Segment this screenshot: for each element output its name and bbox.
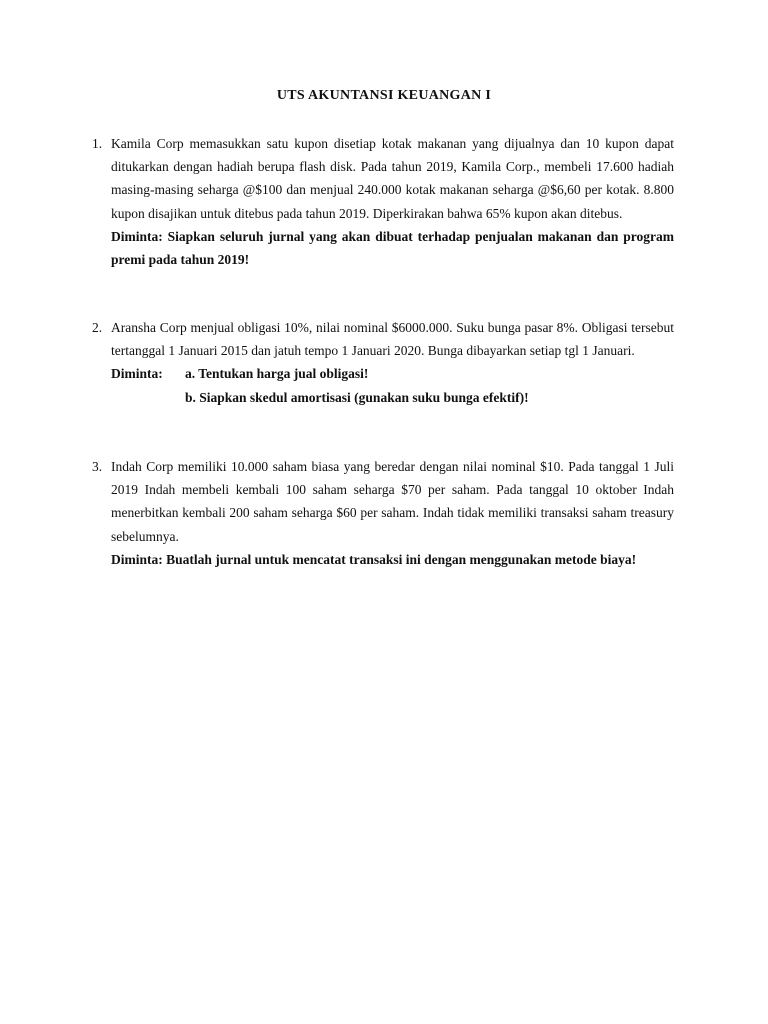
question-body: Indah Corp memiliki 10.000 saham biasa yang beredar dengan nilai nominal $10. Pada tanggal 1 Juli 2019 Indah membeli kembali 100 saham seharga $70 per saham. Pada tanggal 10 oktober Indah menerbitkan kembali 200 saham seharga $60 per saham. Indah tidak memiliki transaksi saham treasury sebelumnya.: [111, 459, 674, 544]
requirement-item-a: a. Tentukan harga jual obligasi!: [185, 366, 369, 382]
question-body: Kamila Corp memasukkan satu kupon disetiap kotak makanan yang dijualnya dan 10 kupon dapat ditukarkan dengan hadiah berupa flash disk. Pada tahun 2019, Kamila Corp., membeli 17.600 hadiah masing-masing seharga @$100 dan menjual 240.000 kotak makanan seharga @$6,60 per kotak. 8.800 kupon disajikan untuk ditebus pada tahun 2019. Diperkirakan bahwa 65% kupon akan ditebus.: [111, 136, 674, 221]
question-requirement: Diminta: Buatlah jurnal untuk mencatat transaksi ini dengan menggunakan metode biaya!: [111, 551, 637, 567]
question-number: 1.: [92, 136, 103, 151]
question-number: 3.: [92, 459, 103, 474]
requirement-row-a: [111, 362, 674, 385]
document-title: UTS AKUNTANSI KEUANGAN I: [276, 88, 492, 103]
requirement-item-b: b. Siapkan skedul amortisasi (gunakan suku bunga efektif)!: [185, 389, 529, 405]
question-1: [92, 132, 674, 271]
question-2: [92, 316, 674, 409]
question-requirement: Diminta: Siapkan seluruh jurnal yang akan dibuat terhadap penjualan makanan dan program premi pada tahun 2019!: [111, 228, 674, 268]
requirement-label: Diminta:: [111, 366, 163, 382]
question-body: Aransha Corp menjual obligasi 10%, nilai nominal $6000.000. Suku bunga pasar 8%. Obligasi tersebut tertanggal 1 Januari 2015 dan jatuh tempo 1 Januari 2020. Bunga dibayarkan setiap tgl 1 Januari.: [111, 320, 674, 359]
question-number: 2.: [92, 320, 103, 335]
question-3: [92, 455, 674, 571]
requirement-row-b: [111, 386, 674, 409]
